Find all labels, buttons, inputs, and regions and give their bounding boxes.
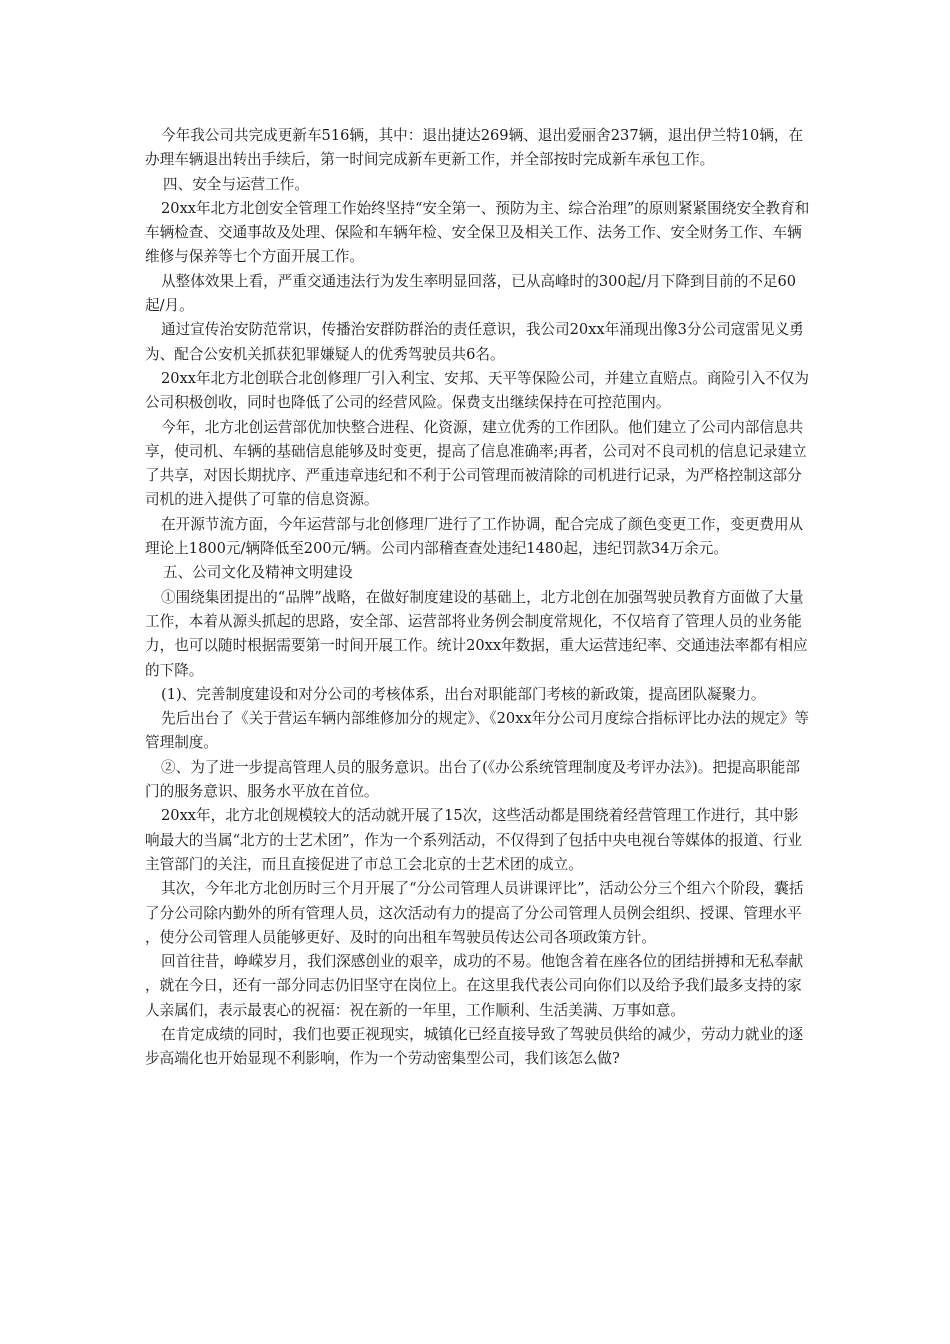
section-heading-culture: 五、公司文化及精神文明建设	[163, 564, 353, 582]
paragraph-challenges: 在肯定成绩的同时，我们也要正视现实，城镇化已经直接导致了驾驶员供给的减少，劳动力就业的逐步高端化也开始显现不利影响，作为一个劳动密集型公司，我们该怎么做?	[145, 1025, 804, 1068]
paragraph-overall-effect: 从整体效果上看，严重交通违法行为发生率明显回落，已从高峰时的300起/月下降到目前的不足60起/月。	[145, 272, 797, 315]
section-heading-safety-operations: 四、安全与运营工作。	[163, 175, 309, 193]
paragraph-lecture-contest: 其次，今年北方北创历时三个月开展了“分公司管理人员讲课评比”，活动公分三个组六个阶段，囊括了分公司除内勤外的所有管理人员，这次活动有力的提高了分公司管理人员例会组织、授课、管理水平，使分公司管理人员能够更好、及时的向出租车驾驶员传达公司各项政策方针。	[145, 880, 804, 946]
paragraph-cost-saving: 在开源节流方面，今年运营部与北创修理厂进行了工作协调，配合完成了颜色变更工作，变更费用从理论上1800元/辆降低至200元/辆。公司内部稽查查处违纪1480起，违纪罚款34万余元。	[145, 515, 804, 558]
paragraph-service-awareness: ②、为了进一步提高管理人员的服务意识。出台了(《办公系统管理制度及考评办法》)。把提高职能部门的服务意识、服务水平放在首位。	[145, 758, 800, 801]
document-body	[145, 124, 810, 1072]
paragraph-vehicle-renewal: 今年我公司共完成更新车516辆，其中：退出捷达269辆、退出爱丽舍237辆，退出伊兰特10辆，在办理车辆退出转出手续后，第一时间完成新车更新工作，并全部按时完成新车承包工作。	[145, 127, 804, 169]
paragraph-assessment-system: (1)、完善制度建设和对分公司的考核体系，出台对职能部门考核的新政策，提高团队凝聚力。	[161, 685, 766, 703]
paragraph-regulations: 先后出台了《关于营运车辆内部维修加分的规定》、《20xx年分公司月度综合指标评比办法的规定》等管理制度。	[145, 710, 809, 752]
paragraph-retrospect: 回首往昔，峥嵘岁月，我们深感创业的艰辛，成功的不易。他饱含着在座各位的团结拼搏和无私奉献，就在今日，还有一部分同志仍旧坚守在岗位上。在这里我代表公司向你们以及给予我们最多支持的家人亲属们，表示最衷心的祝福：祝在新的一年里，工作顺利、生活美满、万事如意。	[145, 953, 804, 1019]
paragraph-public-security: 通过宣传治安防范常识，传播治安群防群治的责任意识，我公司20xx年涌现出像3分公司寇雷见义勇为、配合公安机关抓获犯罪嫌疑人的优秀驾驶员共6名。	[145, 321, 804, 363]
paragraph-activities: 20xx年，北方北创规模较大的活动就开展了15次，这些活动都是围绕着经营管理工作进行，其中影响最大的当属“北方的士艺术团”，作为一个系列活动，不仅得到了包括中央电视台等媒体的报道、行业主管部门的关注，而且直接促进了市总工会北京的士艺术团的成立。	[145, 807, 803, 873]
paragraph-brand-strategy: ①围绕集团提出的“品牌”战略，在做好制度建设的基础上，北方北创在加强驾驶员教育方面做了大量工作，本着从源头抓起的思路，安全部、运营部将业务例会制度常规化，不仅培育了管理人员的业务能力，也可以随时根据需要第一时间开展工作。统计20xx年数据，重大运营违纪率、交通违法率都有相应的下降。	[145, 588, 808, 679]
paragraph-safety-management: 20xx年北方北创安全管理工作始终坚持“安全第一、预防为主、综合治理”的原则紧紧围绕安全教育和车辆检查、交通事故及处理、保险和车辆年检、安全保卫及相关工作、法务工作、安全财务工作、车辆维修与保养等七个方面开展工作。	[145, 199, 810, 266]
paragraph-operations-team: 今年，北方北创运营部优加快整合进程、化资源，建立优秀的工作团队。他们建立了公司内部信息共享，使司机、车辆的基础信息能够及时变更，提高了信息准确率;再者，公司对不良司机的信息记录建立了共享，对因长期扰序、严重违章违纪和不利于公司管理而被清除的司机进行记录，为严格控制这部分司机的进入提供了可靠的信息资源。	[145, 418, 807, 509]
paragraph-insurance: 20xx年北方北创联合北创修理厂引入利宝、安邦、天平等保险公司，并建立直赔点。商险引入不仅为公司积极创收，同时也降低了公司的经营风险。保费支出继续保持在可控范围内。	[145, 369, 809, 412]
